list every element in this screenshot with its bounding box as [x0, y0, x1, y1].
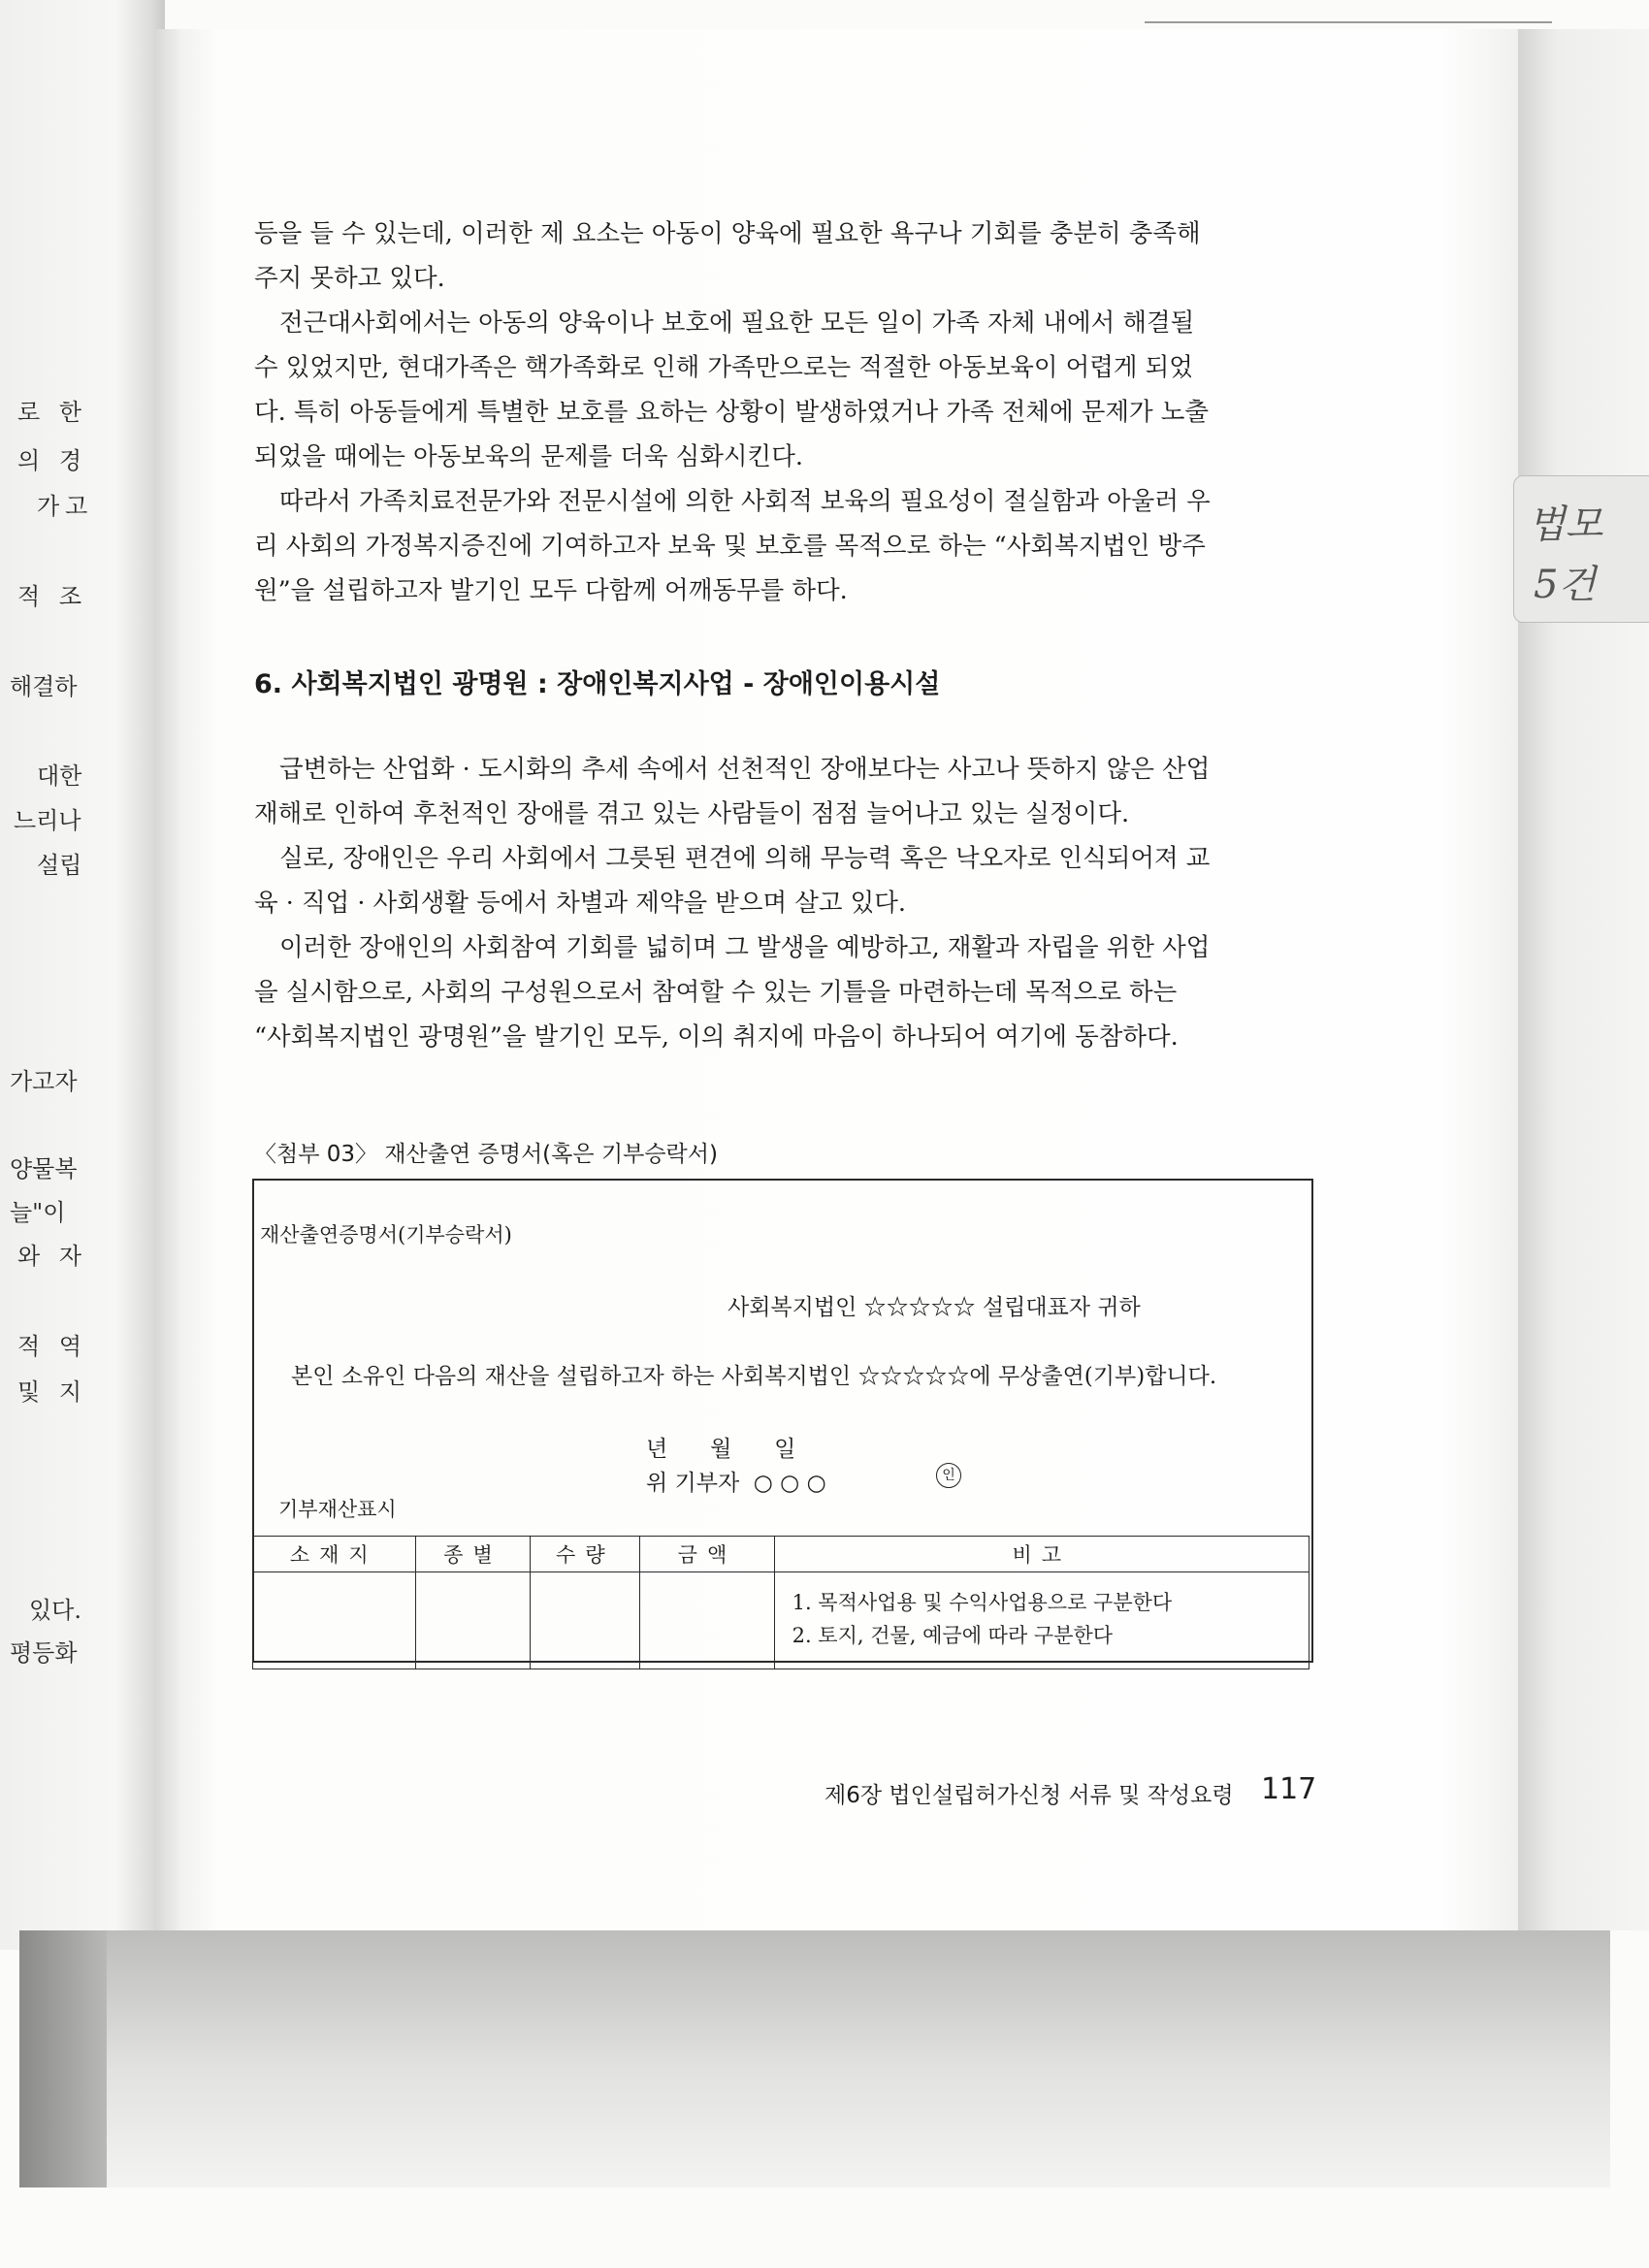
- paragraph: [254, 211, 1321, 301]
- table-row: [253, 1572, 1310, 1669]
- remark-line: 1. 목적사업용 및 수익사업용으로 구분한다: [792, 1591, 1173, 1614]
- scan-right-edge: [1518, 29, 1649, 1930]
- margin-fragment: 해결하: [10, 673, 78, 700]
- text-line: 급변하는 산업화 · 도시화의 추세 속에서 선천적인 장애보다는 사고나 뜻하지 않은 산업: [279, 755, 1211, 784]
- tab-mark: 법모: [1528, 502, 1603, 547]
- text-line: 리 사회의 가정복지증진에 기여하고자 보육 및 보호를 목적으로 하는 “사회복지법인 방주: [254, 532, 1206, 561]
- text-line: 등을 들 수 있는데, 이러한 제 요소는 아동이 양육에 필요한 욕구나 기회를 충분히 충족해: [254, 219, 1201, 248]
- table-cell: [640, 1572, 774, 1669]
- tab-mark: 5건: [1534, 563, 1597, 607]
- paragraph: [254, 301, 1321, 479]
- column-header: 비고: [774, 1537, 1309, 1572]
- margin-fragment: 평등화: [10, 1639, 78, 1667]
- form-title: 재산출연증명서(기부승락서): [260, 1223, 512, 1247]
- paragraph: [254, 479, 1321, 613]
- section-paragraphs: [254, 747, 1321, 1059]
- form-donor-line: 위 기부자 ○ ○ ○: [646, 1471, 826, 1496]
- column-header: 금액: [640, 1537, 774, 1572]
- scan-bottom-corner: [19, 1930, 107, 2187]
- text-line: 실로, 장애인은 우리 사회에서 그릇된 편견에 의해 무능력 혹은 낙오자로 인식되어져 교: [279, 844, 1211, 873]
- table-cell: [415, 1572, 531, 1669]
- text-line: 이러한 장애인의 사회참여 기회를 넓히며 그 발생을 예방하고, 재활과 자립을 위한 사업: [279, 933, 1211, 962]
- text-line: 을 실시함으로, 사회의 구성원으로서 참여할 수 있는 기틀을 마련하는데 목적으로 하는: [254, 978, 1178, 1007]
- margin-fragment: 가고자: [10, 1068, 78, 1095]
- margin-fragment: 가고: [37, 493, 94, 520]
- margin-fragment: 설립: [37, 852, 82, 879]
- table-cell: [253, 1572, 416, 1669]
- section-heading: 6. 사회복지법인 광명원 : 장애인복지사업 - 장애인이용시설: [254, 669, 941, 699]
- margin-fragment: 대한: [37, 762, 82, 790]
- scan-bottom-shadow: [19, 1930, 1610, 2187]
- text-line: 따라서 가족치료전문가와 전문시설에 의한 사회적 보육의 필요성이 절실함과 아울러 우: [279, 487, 1211, 516]
- text-line: 원”을 설립하고자 발기인 모두 다함께 어깨동무를 하다.: [254, 576, 848, 605]
- text-line: 주지 못하고 있다.: [254, 264, 445, 293]
- form-date-line: 년 월 일: [646, 1437, 796, 1462]
- table-header-row: [253, 1537, 1310, 1572]
- column-header: 수량: [531, 1537, 640, 1572]
- margin-fragment: 늘"이: [10, 1199, 66, 1226]
- text-line: “사회복지법인 광명원”을 발기인 모두, 이의 취지에 마음이 하나되어 여기에 동참하다.: [254, 1022, 1179, 1052]
- intro-paragraphs: [254, 211, 1321, 613]
- text-line: 육 · 직업 · 사회생활 등에서 차별과 제약을 받으며 살고 있다.: [254, 889, 906, 918]
- form-addressee: 사회복지법인 ☆☆☆☆☆ 설립대표자 귀하: [728, 1295, 1141, 1320]
- margin-fragment: 와 자: [17, 1243, 87, 1270]
- paragraph: [254, 747, 1321, 836]
- text-line: 수 있었지만, 현대가족은 핵가족화로 인해 가족만으로는 적절한 아동보육이 어렵게 되었: [254, 353, 1193, 382]
- margin-fragment: 있다.: [29, 1597, 81, 1624]
- text-line: 전근대사회에서는 아동의 양육이나 보호에 필요한 모든 일이 가족 자체 내에서 해결될: [279, 308, 1195, 338]
- paragraph: [254, 836, 1321, 925]
- column-header: 소재지: [253, 1537, 416, 1572]
- margin-fragment: 느리나: [14, 807, 81, 834]
- margin-fragment: 및 지: [17, 1378, 87, 1406]
- property-label: 기부재산표시: [278, 1498, 397, 1521]
- handwritten-index-tab: [1513, 475, 1649, 623]
- margin-fragment: 의 경: [17, 447, 87, 474]
- column-header: 종별: [415, 1537, 531, 1572]
- remark-line: 2. 토지, 건물, 예금에 따라 구분한다: [792, 1624, 1114, 1647]
- remarks-cell: [774, 1572, 1309, 1669]
- table-cell: [531, 1572, 640, 1669]
- attachment-label: 〈첨부 03〉 재산출연 증명서(혹은 기부승락서): [254, 1142, 718, 1167]
- footer-chapter-title: 제6장 법인설립허가신청 서류 및 작성요령: [824, 1783, 1234, 1808]
- text-line: 재해로 인하여 후천적인 장애를 겪고 있는 사람들이 점점 늘어나고 있는 실정이다.: [254, 799, 1130, 828]
- text-line: 다. 특히 아동들에게 특별한 보호를 요하는 상황이 발생하였거나 가족 전체에 문제가 노출: [254, 398, 1210, 427]
- form-statement: 본인 소유인 다음의 재산을 설립하고자 하는 사회복지법인 ☆☆☆☆☆에 무상출연(기부)합니다.: [291, 1364, 1217, 1389]
- margin-fragment: 적 역: [17, 1333, 87, 1360]
- donation-certificate-form: [252, 1179, 1313, 1663]
- paragraph: [254, 925, 1321, 1059]
- margin-fragment: 적 조: [17, 583, 87, 610]
- margin-fragment: 양물복: [10, 1155, 78, 1183]
- margin-fragment: 로 한: [17, 399, 87, 426]
- scan-top-edge-line: [1145, 21, 1552, 23]
- text-line: 되었을 때에는 아동보육의 문제를 더욱 심화시킨다.: [254, 442, 803, 471]
- page-number: 117: [1261, 1772, 1317, 1806]
- property-table: [252, 1536, 1310, 1669]
- seal-mark: 인: [936, 1463, 961, 1488]
